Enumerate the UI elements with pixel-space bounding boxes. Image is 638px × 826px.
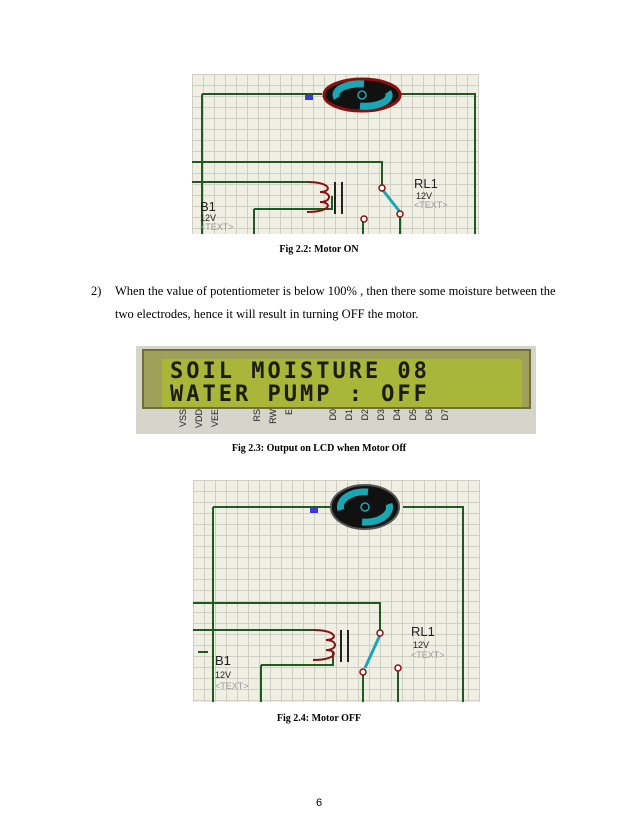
relay-voltage: 12V <box>413 640 430 650</box>
figure-lcd <box>136 346 536 434</box>
caption-fig-2-2: Fig 2.2: Motor ON <box>279 244 359 255</box>
caption-fig-2-4: Fig 2.4: Motor OFF <box>276 713 362 724</box>
marker-square <box>310 508 318 513</box>
motor-icon <box>324 79 400 111</box>
relay-text: <TEXT> <box>411 650 445 660</box>
lcd-bezel <box>142 349 531 409</box>
battery-label: B1 <box>215 653 231 668</box>
battery-text: <TEXT> <box>200 222 234 232</box>
lcd-pin: D5 <box>408 409 418 421</box>
schematic-motor-on <box>192 74 479 234</box>
battery-text: <TEXT> <box>215 681 249 691</box>
schematic-motor-off <box>193 480 480 702</box>
lcd-pin-labels <box>136 409 536 433</box>
lcd-pin: D3 <box>376 409 386 421</box>
lcd-pin: VEE <box>210 409 220 428</box>
caption-fig-2-3: Fig 2.3: Output on LCD when Motor Off <box>231 443 407 454</box>
lcd-pin: RW <box>268 409 278 424</box>
marker-square <box>305 95 313 100</box>
paragraph-item <box>91 280 571 326</box>
relay-coil-icon <box>313 630 348 662</box>
relay-label: RL1 <box>414 176 438 191</box>
lcd-pin: D4 <box>392 409 402 421</box>
lcd-line-2: WATER PUMP : OFF <box>170 382 430 407</box>
relay-voltage: 12V <box>416 191 433 201</box>
motor-icon <box>331 485 399 529</box>
relay-label: RL1 <box>411 624 435 639</box>
lcd-pin: D1 <box>344 409 354 421</box>
battery-voltage: 12V <box>200 213 217 223</box>
lcd-pin: D0 <box>328 409 338 421</box>
battery-voltage: 12V <box>215 670 232 680</box>
lcd-pin: D6 <box>424 409 434 421</box>
lcd-pin: VSS <box>178 409 188 428</box>
lcd-pin: RS <box>252 409 262 422</box>
relay-switch-icon <box>361 185 403 222</box>
lcd-pin: VDD <box>194 409 204 429</box>
lcd-screen <box>162 359 522 407</box>
battery-label: B1 <box>200 199 216 214</box>
figure-motor-off <box>193 480 480 702</box>
lcd-line-1: SOIL MOISTURE 08 <box>170 359 430 384</box>
list-number: 2) <box>91 284 102 298</box>
relay-switch-icon <box>360 630 401 675</box>
figure-motor-on <box>192 74 479 234</box>
lcd-pin: D2 <box>360 409 370 421</box>
relay-text: <TEXT> <box>414 200 448 210</box>
lcd-pin: D7 <box>440 409 450 421</box>
page-number: 6 <box>315 797 323 809</box>
paragraph-text: When the value of potentiometer is below 100% , then there some moisture between the two electrodes, hence it will result in turning OFF the motor. <box>115 284 556 321</box>
lcd-pin: E <box>284 409 294 416</box>
